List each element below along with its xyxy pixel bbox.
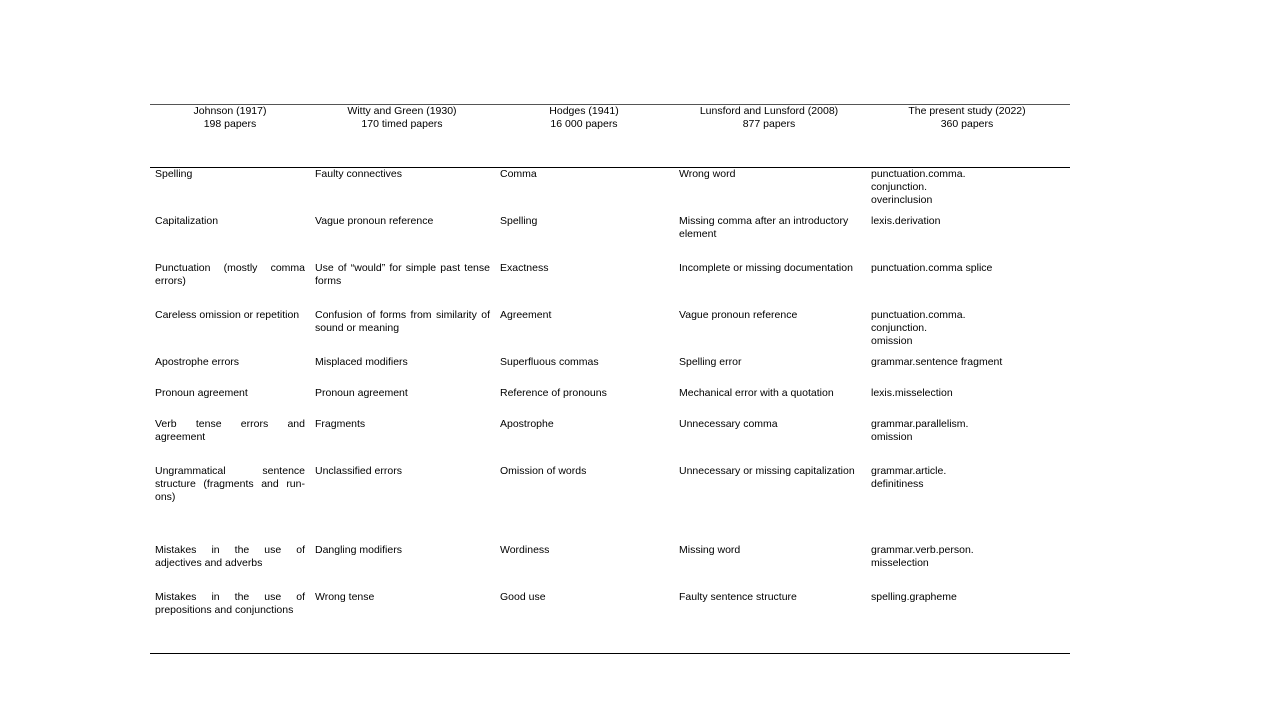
header-paper-count: 198 papers [203, 118, 257, 130]
cell-hodges: Exactness [500, 262, 549, 274]
cell-hodges: Spelling [500, 215, 538, 227]
present-line: grammar.article. [871, 465, 947, 477]
cell-johnson: Careless omission or repetition [155, 309, 300, 321]
cell-present-study [871, 544, 1066, 570]
cell-lunsford: Spelling error [679, 356, 742, 368]
present-line: grammar.verb.person. [871, 544, 974, 556]
header-study-name: Hodges (1941) [549, 105, 619, 117]
header-paper-count: 360 papers [940, 118, 994, 130]
cell-present-study [871, 168, 1066, 207]
cell-present-study [871, 262, 1066, 275]
header-study-name: Witty and Green (1930) [347, 105, 457, 117]
cell-lunsford: Missing word [679, 544, 741, 556]
cell-present-study [871, 309, 1066, 348]
cell-johnson: Ungrammatical sentence structure (fragments and run-ons) [155, 465, 305, 503]
cell-lunsford: Vague pronoun reference [679, 309, 798, 321]
cell-present-study [871, 215, 1066, 228]
cell-present-study [871, 418, 1066, 444]
cell-johnson: Mistakes in the use of prepositions and conjunctions [155, 591, 305, 616]
cell-witty-green: Pronoun agreement [315, 387, 408, 399]
present-line: lexis.misselection [871, 387, 953, 399]
cell-lunsford: Faulty sentence structure [679, 591, 797, 603]
cell-hodges: Superfluous commas [500, 356, 599, 368]
cell-johnson: Mistakes in the use of adjectives and adverbs [155, 544, 305, 569]
cell-witty-green: Wrong tense [315, 591, 375, 603]
cell-hodges: Apostrophe [500, 418, 554, 430]
cell-witty-green: Dangling modifiers [315, 544, 402, 556]
header-lunsford [679, 105, 859, 131]
cell-lunsford: Mechanical error with a quotation [679, 387, 834, 399]
cell-witty-green: Use of “would” for simple past tense forms [315, 262, 490, 287]
cell-witty-green: Confusion of forms from similarity of sound or meaning [315, 309, 490, 334]
present-line: spelling.grapheme [871, 591, 957, 603]
cell-lunsford: Wrong word [679, 168, 736, 180]
present-line: omission [871, 431, 913, 443]
cell-johnson: Spelling [155, 168, 193, 180]
present-line: grammar.parallelism. [871, 418, 969, 430]
cell-hodges: Reference of pronouns [500, 387, 607, 399]
cell-lunsford: Unnecessary or missing capitalization [679, 465, 855, 477]
cell-present-study [871, 465, 1066, 491]
present-line: grammar.sentence fragment [871, 356, 1003, 368]
cell-lunsford: Unnecessary comma [679, 418, 778, 430]
present-line: misselection [871, 557, 929, 569]
cell-johnson: Capitalization [155, 215, 219, 227]
header-witty-green [322, 105, 482, 131]
header-study-name: Johnson (1917) [193, 105, 267, 117]
cell-johnson: Verb tense errors and agreement [155, 418, 305, 443]
header-johnson [150, 105, 310, 131]
cell-hodges: Omission of words [500, 465, 587, 477]
cell-hodges: Good use [500, 591, 546, 603]
cell-lunsford: Missing comma after an introductory element [679, 215, 849, 240]
present-line: omission [871, 335, 913, 347]
cell-witty-green: Vague pronoun reference [315, 215, 434, 227]
cell-johnson: Pronoun agreement [155, 387, 248, 399]
cell-lunsford: Incomplete or missing documentation [679, 262, 853, 274]
cell-hodges: Wordiness [500, 544, 550, 556]
cell-present-study [871, 591, 1066, 604]
cell-witty-green: Fragments [315, 418, 366, 430]
header-study-name: Lunsford and Lunsford (2008) [699, 105, 839, 117]
header-study-name: The present study (2022) [908, 105, 1026, 117]
present-line: overinclusion [871, 194, 933, 206]
header-paper-count: 877 papers [742, 118, 796, 130]
cell-johnson: Punctuation (mostly comma errors) [155, 262, 305, 287]
cell-hodges: Comma [500, 168, 537, 180]
present-line: conjunction. [871, 181, 928, 193]
cell-present-study [871, 356, 1066, 369]
header-paper-count: 16 000 papers [550, 118, 618, 130]
header-paper-count: 170 timed papers [361, 118, 443, 130]
cell-hodges: Agreement [500, 309, 552, 321]
cell-witty-green: Misplaced modifiers [315, 356, 408, 368]
present-line: lexis.derivation [871, 215, 941, 227]
cell-johnson: Apostrophe errors [155, 356, 240, 368]
present-line: punctuation.comma splice [871, 262, 993, 274]
table-header [150, 104, 1070, 167]
table-bottom-rule [150, 653, 1070, 654]
present-line: conjunction. [871, 322, 928, 334]
present-line: punctuation.comma. [871, 309, 966, 321]
header-present-study [877, 105, 1057, 131]
present-line: punctuation.comma. [871, 168, 966, 180]
cell-witty-green: Unclassified errors [315, 465, 402, 477]
cell-witty-green: Faulty connectives [315, 168, 402, 180]
present-line: definitiness [871, 478, 924, 490]
header-hodges [504, 105, 664, 131]
cell-present-study [871, 387, 1066, 400]
